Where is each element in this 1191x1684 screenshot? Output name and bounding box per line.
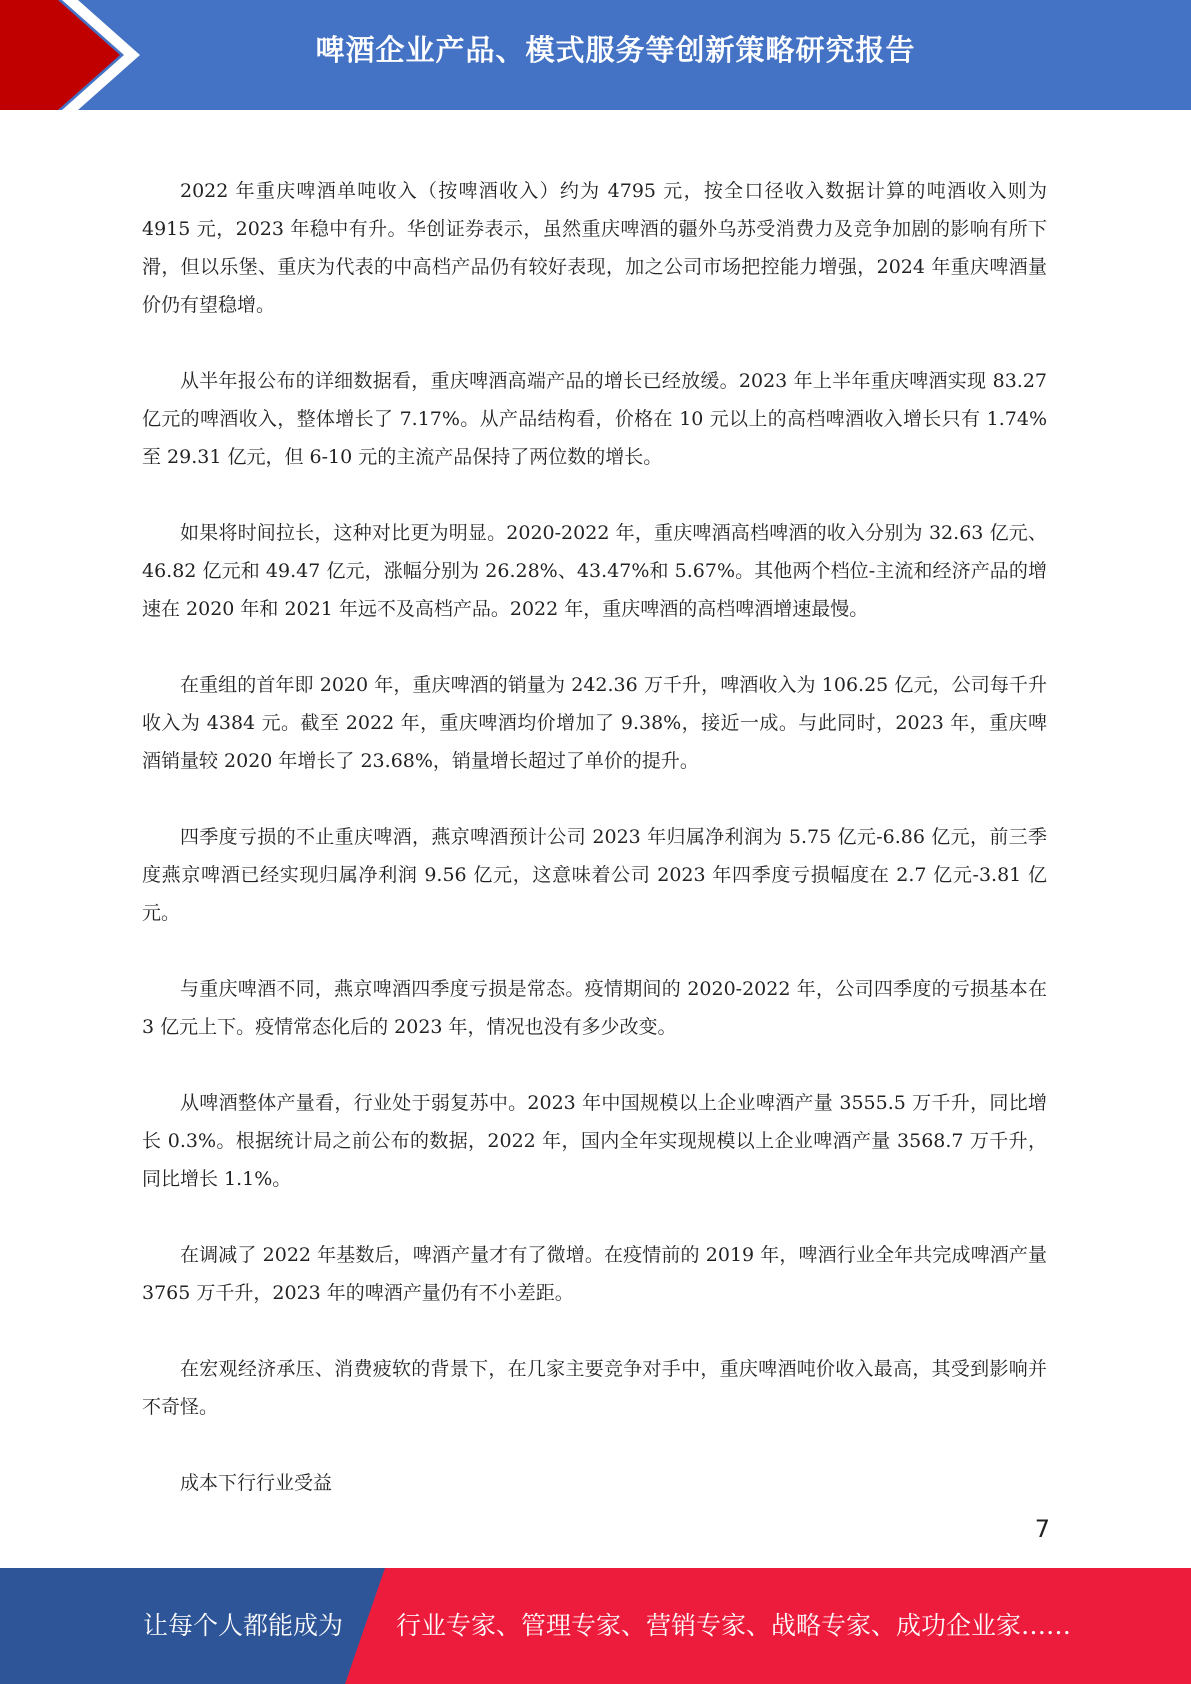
section-heading: 成本下行行业受益 (180, 1472, 333, 1494)
paragraph: 与重庆啤酒不同，燕京啤酒四季度亏损是常态。疫情期间的 2020-2022 年，公司四季度的亏损基本在 3 亿元上下。疫情常态化后的 2023 年，情况也没有多少改变。 (142, 978, 1047, 1038)
paragraph: 四季度亏损的不止重庆啤酒，燕京啤酒预计公司 2023 年归属净利润为 5.75 亿元-6.86 亿元，前三季度燕京啤酒已经实现归属净利润 9.56 亿元，这意味着公司 2023 年四季度亏损幅度在 2.7 亿元-3.81 亿元。 (142, 826, 1047, 924)
paragraph: 2022 年重庆啤酒单吨收入（按啤酒收入）约为 4795 元，按全口径收入数据计算的吨酒收入则为 4915 元，2023 年稳中有升。华创证券表示，虽然重庆啤酒的疆外乌苏受消费力及竞争加剧的影响有所下滑，但以乐堡、重庆为代表的中高档产品仍有较好表现，加之公司市场把控能力增强，2024 年重庆啤酒量价仍有望稳增。 (142, 180, 1047, 316)
paragraph: 如果将时间拉长，这种对比更为明显。2020-2022 年，重庆啤酒高档啤酒的收入分别为 32.63 亿元、46.82 亿元和 49.47 亿元，涨幅分别为 26.28%、43.47%和 5.67%。其他两个档位-主流和经济产品的增速在 2020 年和 2021 年远不及高档产品。2022 年，重庆啤酒的高档啤酒增速最慢。 (142, 522, 1047, 620)
paragraph: 从半年报公布的详细数据看，重庆啤酒高端产品的增长已经放缓。2023 年上半年重庆啤酒实现 83.27 亿元的啤酒收入，整体增长了 7.17%。从产品结构看，价格在 10 元以上的高档啤酒收入增长只有 1.74%至 29.31 亿元，但 6-10 元的主流产品保持了两位数的增长。 (142, 370, 1047, 468)
paragraph: 在调减了 2022 年基数后，啤酒产量才有了微增。在疫情前的 2019 年，啤酒行业全年共完成啤酒产量 3765 万千升，2023 年的啤酒产量仍有不小差距。 (142, 1244, 1047, 1304)
paragraph: 在重组的首年即 2020 年，重庆啤酒的销量为 242.36 万千升，啤酒收入为 106.25 亿元，公司每千升收入为 4384 元。截至 2022 年，重庆啤酒均价增加了 9.38%，接近一成。与此同时，2023 年，重庆啤酒销量较 2020 年增长了 23.68%，销量增长超过了单价的提升。 (142, 674, 1047, 772)
footer-slogan-right: 行业专家、管理专家、营销专家、战略专家、成功企业家…… (396, 1611, 1072, 1640)
page-number: 7 (1034, 1515, 1050, 1543)
footer-banner (0, 1568, 1191, 1684)
header-banner (0, 0, 1191, 110)
header-title: 啤酒企业产品、模式服务等创新策略研究报告 (315, 33, 916, 67)
paragraph: 从啤酒整体产量看，行业处于弱复苏中。2023 年中国规模以上企业啤酒产量 3555.5 万千升，同比增长 0.3%。根据统计局之前公布的数据，2022 年，国内全年实现规模以上企业啤酒产量 3568.7 万千升，同比增长 1.1%。 (142, 1092, 1047, 1190)
document-body (142, 172, 1047, 1502)
footer-slogan-left: 让每个人都能成为 (143, 1611, 344, 1640)
paragraph: 在宏观经济承压、消费疲软的背景下，在几家主要竞争对手中，重庆啤酒吨价收入最高，其受到影响并不奇怪。 (142, 1358, 1047, 1418)
